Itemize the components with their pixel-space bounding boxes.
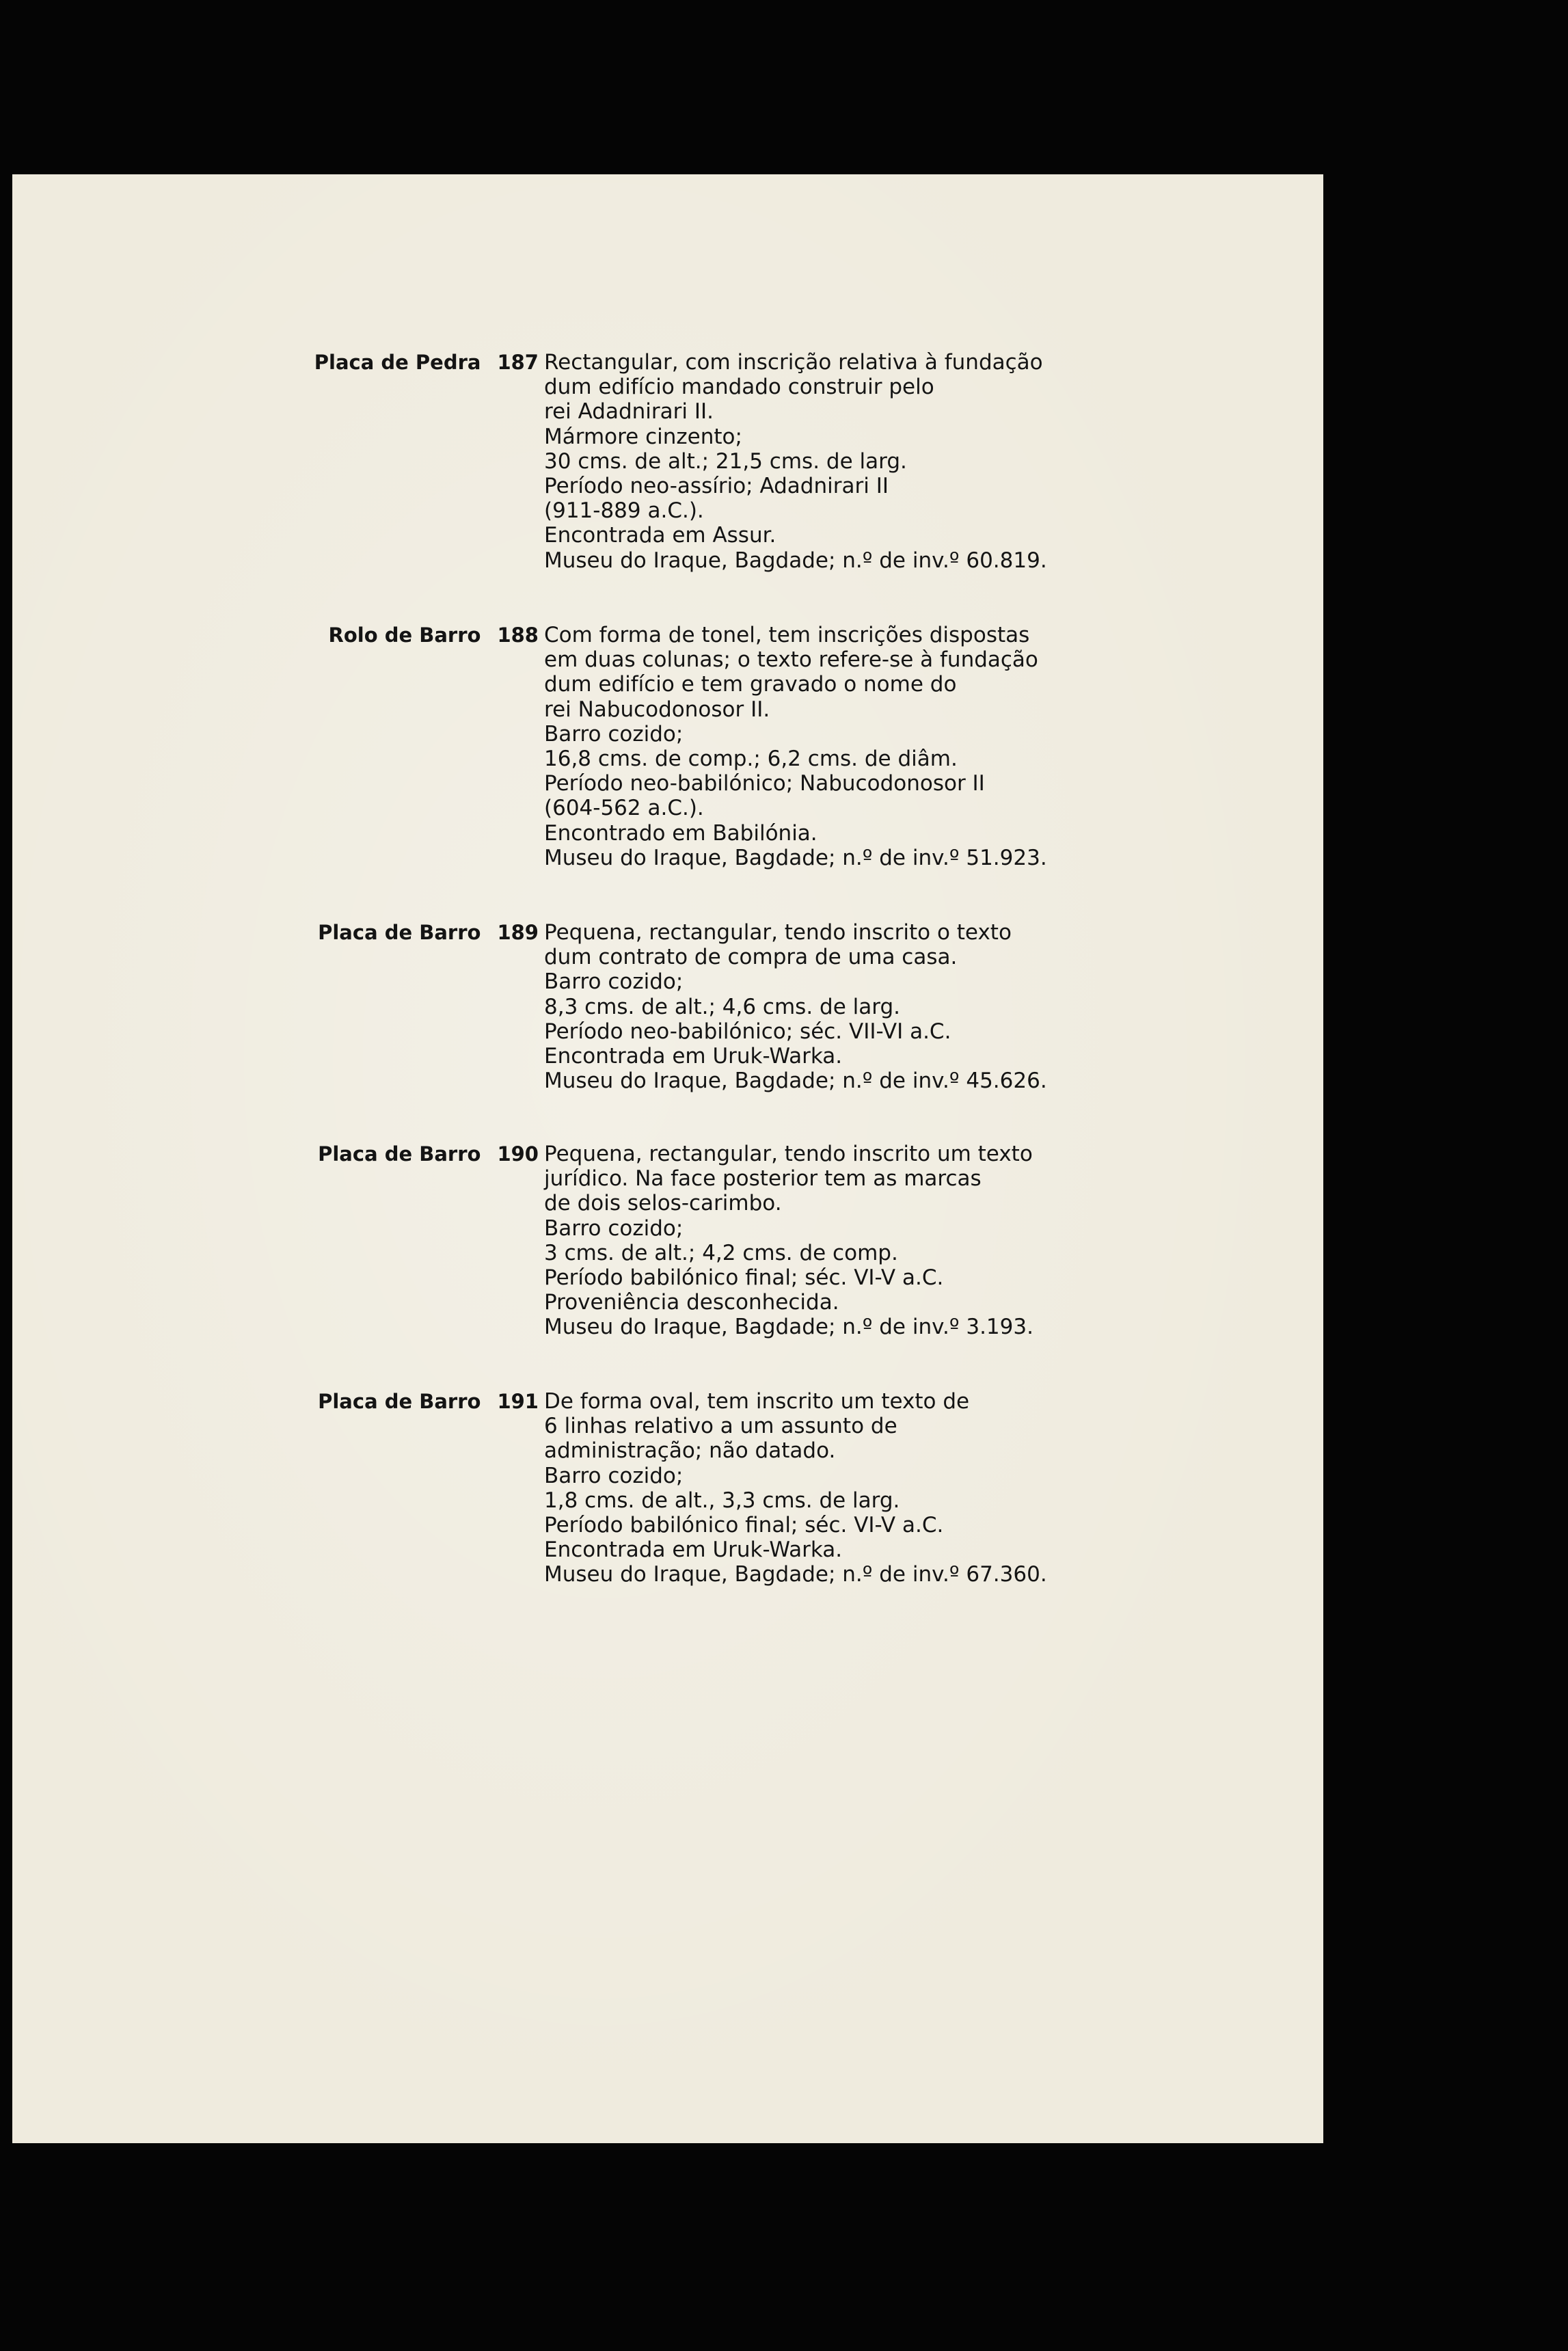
entry-label: Placa de Barro [318, 1390, 481, 1413]
entry-label: Placa de Barro [318, 921, 481, 944]
description-line: Mármore cinzento; [544, 424, 742, 449]
description-line: Museu do Iraque, Bagdade; n.º de inv.º 60.819. [544, 548, 1047, 573]
description-line: em duas colunas; o texto refere-se à fundação [544, 647, 1038, 673]
description-line: Encontrada em Assur. [544, 523, 776, 548]
description-line: Período neo-babilónico; séc. VII-VI a.C. [544, 1019, 951, 1044]
entry-description [544, 1389, 1047, 1587]
description-line: Proveniência desconhecida. [544, 1290, 839, 1315]
entry-heading [211, 1142, 539, 1166]
entry-heading [211, 920, 539, 945]
entry-number: 191 [497, 1390, 539, 1413]
description-line: Barro cozido; [544, 721, 684, 747]
description-line: Barro cozido; [544, 1463, 684, 1488]
description-line: 30 cms. de alt.; 21,5 cms. de larg. [544, 448, 907, 474]
description-line: Encontrado em Babilónia. [544, 820, 817, 846]
description-line: rei Adadnirari II. [544, 399, 714, 425]
entry-heading [211, 1389, 539, 1414]
description-line: Museu do Iraque, Bagdade; n.º de inv.º 51.923. [544, 845, 1047, 870]
description-line: dum contrato de compra de uma casa. [544, 945, 958, 970]
description-line: dum edifício mandado construir pelo [544, 375, 934, 400]
description-line: jurídico. Na face posterior tem as marcas [544, 1166, 982, 1192]
description-line: Período babilónico final; séc. VI-V a.C. [544, 1513, 944, 1538]
description-line: Encontrada em Uruk-Warka. [544, 1537, 843, 1563]
description-line: 3 cms. de alt.; 4,2 cms. de comp. [544, 1240, 898, 1265]
description-line: 8,3 cms. de alt.; 4,6 cms. de larg. [544, 994, 900, 1019]
description-line: Rectangular, com inscrição relativa à fundação [544, 350, 1043, 375]
entry-number: 187 [497, 351, 539, 374]
entry-number: 190 [497, 1142, 539, 1166]
description-line: Pequena, rectangular, tendo inscrito um texto [544, 1142, 1033, 1166]
entry-label: Rolo de Barro [328, 623, 481, 647]
description-line: Museu do Iraque, Bagdade; n.º de inv.º 45.626. [544, 1069, 1047, 1094]
entry-heading [211, 623, 539, 647]
description-line: rei Nabucodonosor II. [544, 697, 770, 722]
entry-heading [211, 350, 539, 375]
description-line: administração; não datado. [544, 1438, 836, 1464]
description-line: Encontrada em Uruk-Warka. [544, 1044, 843, 1069]
entry-label: Placa de Barro [318, 1142, 481, 1166]
description-line: Barro cozido; [544, 969, 684, 995]
description-line: Barro cozido; [544, 1215, 684, 1241]
description-line: Período babilónico final; séc. VI-V a.C. [544, 1265, 944, 1291]
catalogue-page [12, 174, 1323, 2143]
entry-number: 189 [497, 921, 539, 944]
entry-number: 188 [497, 623, 539, 647]
description-line: dum edifício e tem gravado o nome do [544, 672, 957, 697]
description-line: Período neo-assírio; Adadnirari II [544, 474, 889, 499]
entry-description [544, 623, 1047, 870]
description-line: Pequena, rectangular, tendo inscrito o texto [544, 920, 1012, 945]
description-line: 16,8 cms. de comp.; 6,2 cms. de diâm. [544, 747, 958, 772]
description-line: Museu do Iraque, Bagdade; n.º de inv.º 67.360. [544, 1562, 1047, 1587]
description-line: Museu do Iraque, Bagdade; n.º de inv.º 3.193. [544, 1315, 1033, 1340]
entry-description [544, 920, 1047, 1094]
description-line: (911-889 a.C.). [544, 498, 704, 524]
description-line: 1,8 cms. de alt., 3,3 cms. de larg. [544, 1488, 900, 1513]
description-line: de dois selos-carimbo. [544, 1191, 782, 1216]
entry-description [544, 350, 1047, 573]
entry-label: Placa de Pedra [314, 351, 481, 374]
description-line: 6 linhas relativo a um assunto de [544, 1414, 897, 1439]
description-line: De forma oval, tem inscrito um texto de [544, 1389, 970, 1414]
description-line: Período neo-babilónico; Nabucodonosor II [544, 771, 985, 796]
description-line: Com forma de tonel, tem inscrições dispostas [544, 623, 1030, 647]
entry-description [544, 1142, 1036, 1340]
description-line: (604-562 a.C.). [544, 796, 704, 821]
